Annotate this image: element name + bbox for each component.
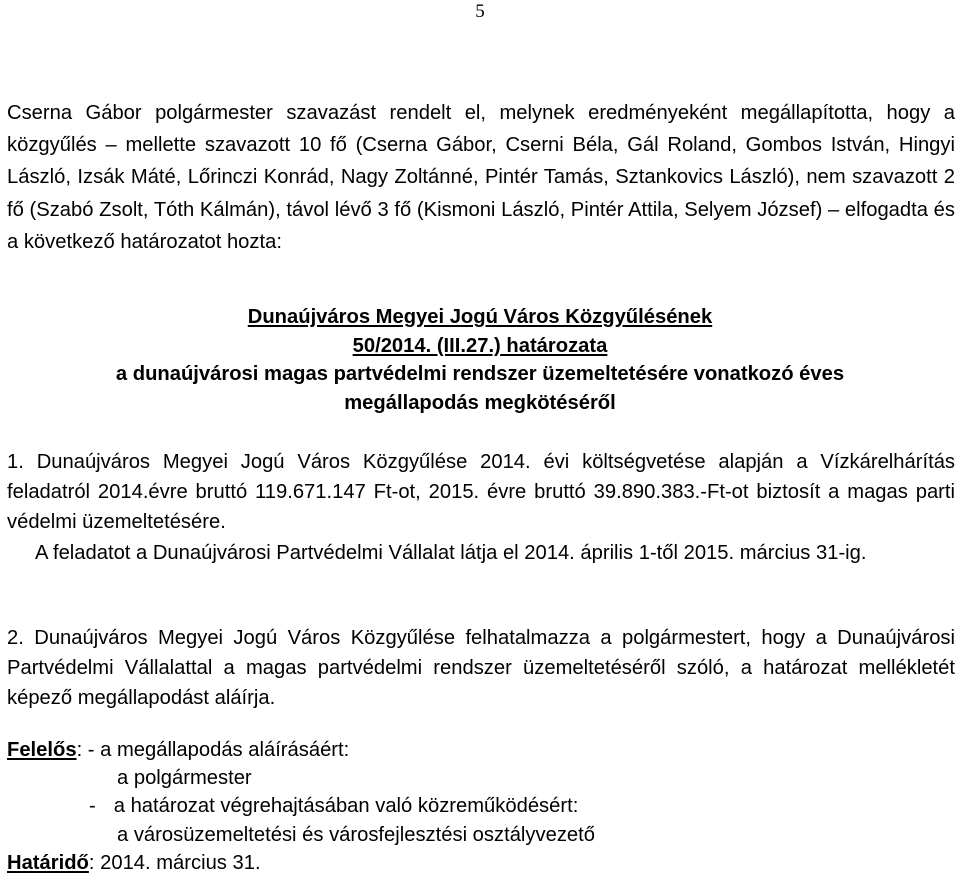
deadline-row — [7, 849, 955, 877]
intro-paragraph: Cserna Gábor polgármester szavazást rendelt el, melynek eredményeként megállapította, hogy a közgyűlés – mellette szavazott 10 fő (Cserna Gábor, Cserni Béla, Gál Roland, Gombos István, Hingyi László, Izsák Máté, Lőrinczi Konrád, Nagy Zoltánné, Pintér Tamás, Sztankovics László), nem szavazott 2 fő (Szabó Zsolt, Tóth Kálmán), távol lévő 3 fő (Kismoni László, Pintér Attila, Selyem József) – elfogadta és a következő határozatot hozta: — [7, 102, 955, 253]
resolution-body: Dunaújváros Megyei Jogú Város Közgyűlésének — [247, 306, 713, 328]
resolution-title — [0, 303, 960, 418]
deadline-label: Határidő — [7, 851, 89, 874]
responsible-colon: : — [76, 739, 83, 761]
resolution-number-line — [0, 332, 960, 361]
responsible-label: Felelős — [7, 739, 77, 761]
resolution-number-suffix: határozata — [500, 334, 608, 357]
point-1-text: Dunaújváros Megyei Jogú Város Közgyűlése 2014. évi költségvetése alapján a Vízkárelhárítás feladatról 2014.évre bruttó 119.671.147 Ft-ot, 2015. évre bruttó 39.890.383.-Ft-ot biztosít a magas parti védelmi üzemeltetésére. — [7, 451, 956, 534]
responsible-item-2: a határozat végrehajtásában való közreműködésért: — [113, 795, 579, 818]
point-1 — [7, 447, 955, 568]
resolution-subject: a dunaújvárosi magas partvédelmi rendszer üzemeltetésére vonatkozó éves megállapodás megkötéséről — [115, 363, 845, 415]
responsible-item-1: - a megállapodás aláírásáért: — [82, 739, 350, 761]
responsible-section — [7, 736, 955, 877]
responsible-person-1: a polgármester — [117, 767, 252, 790]
resolution-number: 50/2014. (III.27.) — [352, 334, 501, 357]
responsible-dash: - — [89, 795, 96, 818]
point-2 — [7, 623, 955, 714]
page-number: 5 — [475, 1, 485, 22]
responsible-row-1 — [7, 736, 955, 764]
deadline-value: : 2014. március 31. — [88, 851, 261, 874]
responsible-row-2 — [7, 792, 955, 820]
responsible-person-2: a városüzemeltetési és városfejlesztési osztályvezető — [117, 823, 595, 846]
point-2-text: Dunaújváros Megyei Jogú Város Közgyűlése felhatalmazza a polgármestert, hogy a Dunaújvárosi Partvédelmi Vállalattal a magas partvédelmi rendszer üzemeltetéséről szóló, a határozat mellékletét képező megállapodást aláírja. — [7, 627, 955, 710]
point-1-number: 1. — [7, 451, 24, 473]
point-1-text-2: A feladatot a Dunaújvárosi Partvédelmi Vállalat látja el 2014. április 1-től 2015. március 31-ig. — [35, 541, 867, 564]
point-2-number: 2. — [7, 627, 24, 649]
